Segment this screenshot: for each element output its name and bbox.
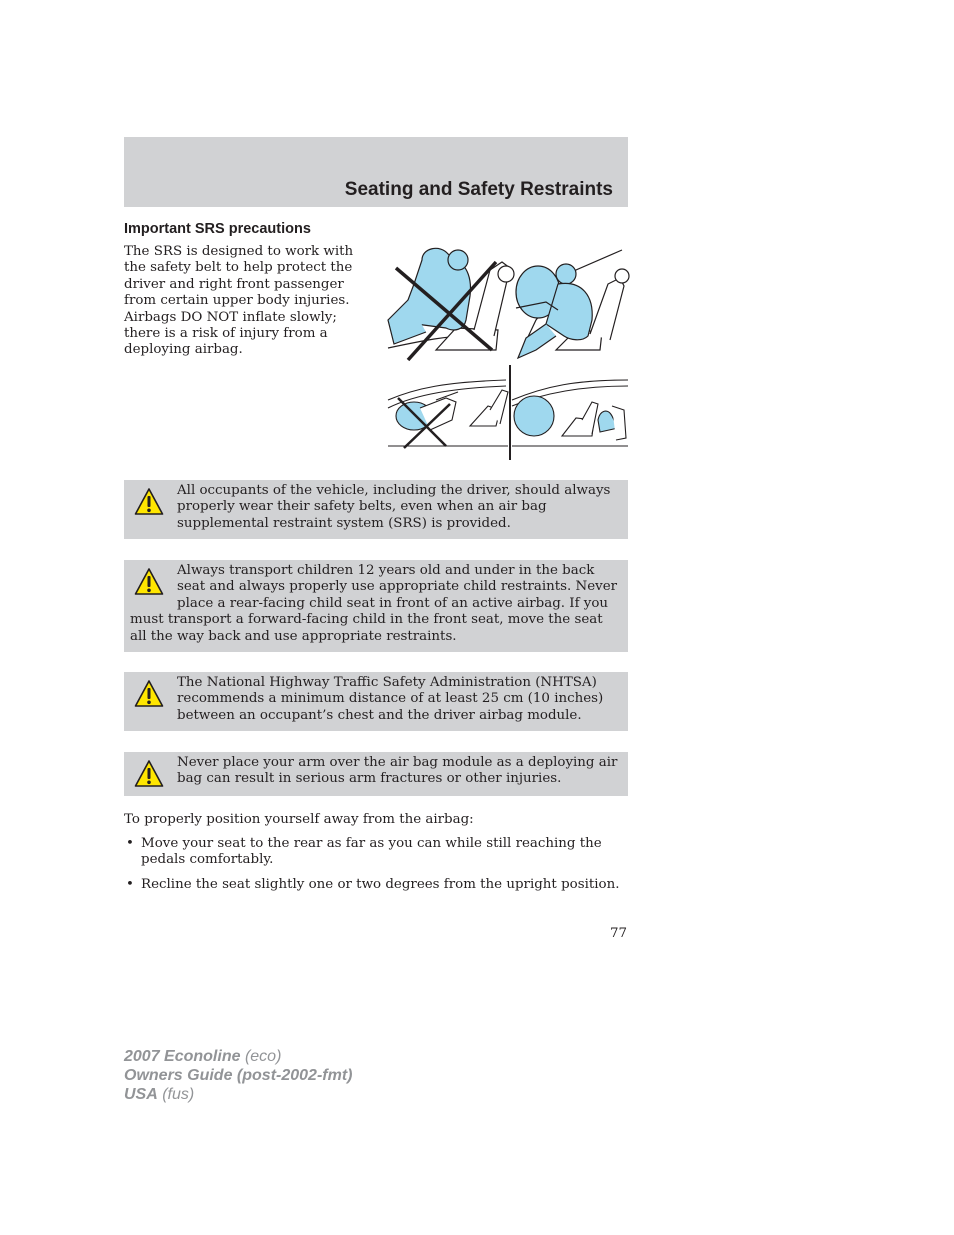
page-title: Seating and Safety Restraints (344, 179, 613, 200)
rear-facing-child-seat-illustration (388, 380, 508, 446)
warning-text: The National Highway Traffic Safety Administration (NHTSA) recommends a minimum distance of at least 25 cm (10 inches) between an occupant’s chest and the driver airbag module. (177, 675, 604, 723)
airbag-diagram (386, 240, 630, 462)
warning-triangle-icon (134, 487, 164, 517)
proper-position-occupant-illustration (516, 250, 629, 358)
list-item: • Recline the seat slightly one or two degrees from the upright position. (126, 876, 620, 892)
bullet-icon: • (126, 836, 134, 851)
warning-text: Always transport children 12 years old and under in the back seat and always properly use appropriate child restraints. Never place a rear-facing child seat in front of an active airbag. If you must transport a forward-facing child in the front seat, move the seat all the way back and use appropriate restraints. (130, 563, 618, 644)
bullet-icon: • (126, 876, 134, 892)
warning-text: Never place your arm over the air bag module as a deploying air bag can result in serious arm fractures or other injuries. (177, 755, 618, 787)
positioning-list (124, 836, 628, 901)
document-footer: 2007 Econoline (eco) Owners Guide (post-2002-fmt) USA (fus) (124, 1048, 353, 1103)
warning-triangle-icon (134, 759, 164, 789)
rear-seat-child-illustration (512, 380, 628, 446)
section-heading: Important SRS precautions (124, 221, 311, 237)
warning-triangle-icon (134, 567, 164, 597)
header-band (124, 137, 628, 207)
page-number: 77 (609, 926, 627, 941)
warning-box-children (124, 560, 628, 652)
warning-box-seat-belts (124, 480, 628, 539)
list-item: • Move your seat to the rear as far as you can while still reaching the pedals comfortably. (126, 836, 602, 868)
positioning-lead: To properly position yourself away from the airbag: (124, 812, 474, 827)
intro-paragraph: The SRS is designed to work with the safety belt to help protect the driver and right front passenger from certain upper body injuries. Airbags DO NOT inflate slowly; there is a risk of injury from a deploying airbag. (124, 244, 354, 358)
warning-box-arm-position (124, 752, 628, 796)
warning-triangle-icon (134, 679, 164, 709)
warning-box-nhtsa-distance (124, 672, 628, 731)
warning-text: All occupants of the vehicle, including the driver, should always properly wear their safety belts, even when an air bag supplemental restraint system (SRS) is provided. (177, 483, 611, 531)
